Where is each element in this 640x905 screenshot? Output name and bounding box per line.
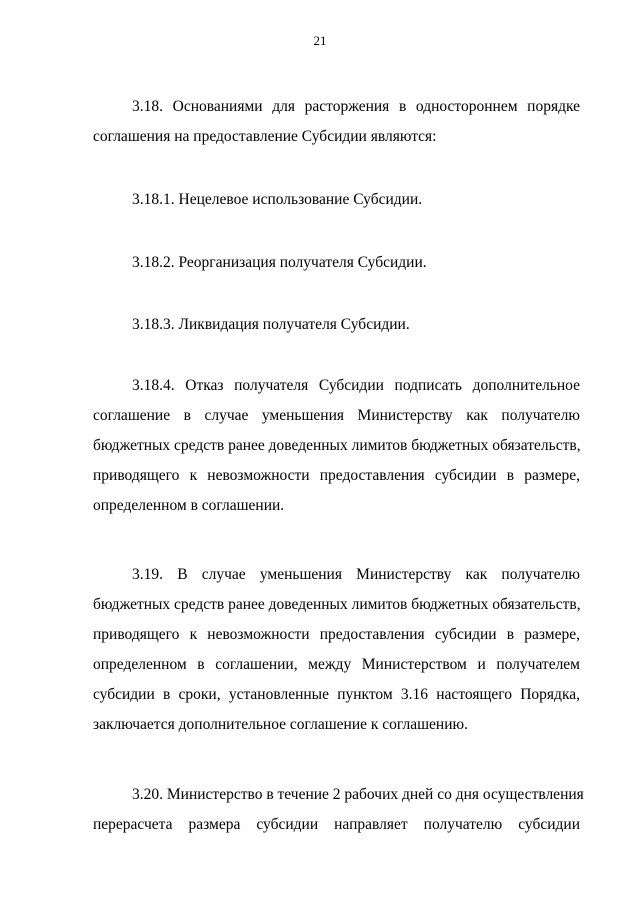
paragraph-3-19	[93, 560, 580, 740]
paragraph-line: 3.20. Министерство в течение 2 рабочих дней со дня осуществления	[132, 786, 584, 803]
paragraph-line: определенном в соглашении, между Министерством и получателем	[93, 656, 580, 673]
paragraph-line: приводящего к невозможности предоставления субсидии в размере,	[93, 626, 580, 643]
paragraph-3-20	[93, 780, 584, 840]
paragraph-line: соглашение в случае уменьшения Министерству как получателю	[93, 407, 580, 424]
paragraph-line: бюджетных средств ранее доведенных лимитов бюджетных обязательств,	[93, 596, 581, 613]
paragraph-line: заключается дополнительное соглашение к соглашению.	[93, 716, 468, 733]
paragraph-line: бюджетных средств ранее доведенных лимитов бюджетных обязательств,	[93, 437, 581, 454]
paragraph-line: 3.18. Основаниями для расторжения в одностороннем порядке	[132, 98, 580, 115]
paragraph-line: 3.19. В случае уменьшения Министерству как получателю	[132, 566, 580, 583]
paragraph-line: 3.18.4. Отказ получателя Субсидии подписать дополнительное	[132, 377, 580, 394]
paragraph-3-18-4	[93, 371, 580, 521]
paragraph-3-18-1: 3.18.1. Нецелевое использование Субсидии.	[132, 191, 423, 208]
paragraph-3-18	[93, 92, 580, 152]
paragraph-line: определенном в соглашении.	[93, 497, 285, 514]
page-number: 21	[313, 33, 327, 48]
paragraph-3-18-3: 3.18.3. Ликвидация получателя Субсидии.	[132, 316, 410, 333]
paragraph-line: перерасчета размера субсидии направляет получателю субсидии	[93, 816, 580, 833]
paragraph-3-18-2: 3.18.2. Реорганизация получателя Субсидии.	[132, 254, 427, 271]
paragraph-line: субсидии в сроки, установленные пунктом 3.16 настоящего Порядка,	[93, 686, 580, 703]
paragraph-line: приводящего к невозможности предоставления субсидии в размере,	[93, 467, 580, 484]
paragraph-line: соглашения на предоставление Субсидии являются:	[93, 128, 437, 145]
